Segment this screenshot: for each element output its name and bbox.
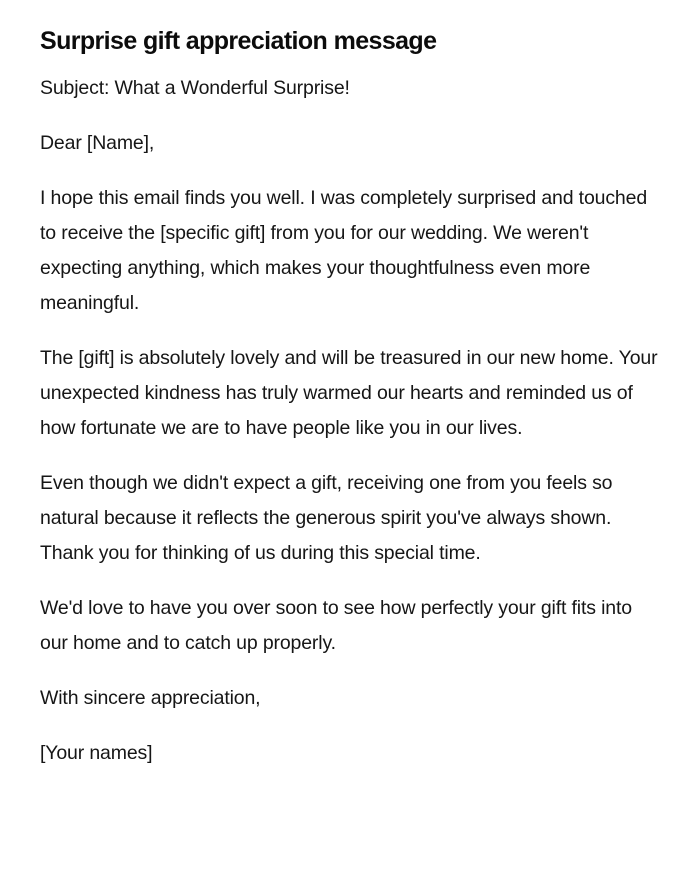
signature: [Your names]	[40, 742, 153, 764]
body-paragraph-2: The [gift] is absolutely lovely and will be treasured in our new home. Your unexpected kindness has truly warmed our hearts and reminded us of how fortunate we are to have people like you in our lives.	[40, 347, 658, 439]
body-paragraph-3: Even though we didn't expect a gift, receiving one from you feels so natural because it reflects the generous spirit you've always shown. Thank you for thinking of us during this special time.	[40, 472, 613, 564]
closing: With sincere appreciation,	[40, 687, 261, 709]
body-paragraph-1: I hope this email finds you well. I was completely surprised and touched to receive the [specific gift] from you for our wedding. We weren't expecting anything, which makes your thoughtfulness even more meaningful.	[40, 187, 648, 314]
body-paragraph-4: We'd love to have you over soon to see how perfectly your gift fits into our home and to catch up properly.	[40, 597, 632, 654]
email-subject: Subject: What a Wonderful Surprise!	[40, 77, 350, 99]
greeting: Dear [Name],	[40, 132, 155, 154]
document-title: Surprise gift appreciation message	[40, 27, 437, 55]
